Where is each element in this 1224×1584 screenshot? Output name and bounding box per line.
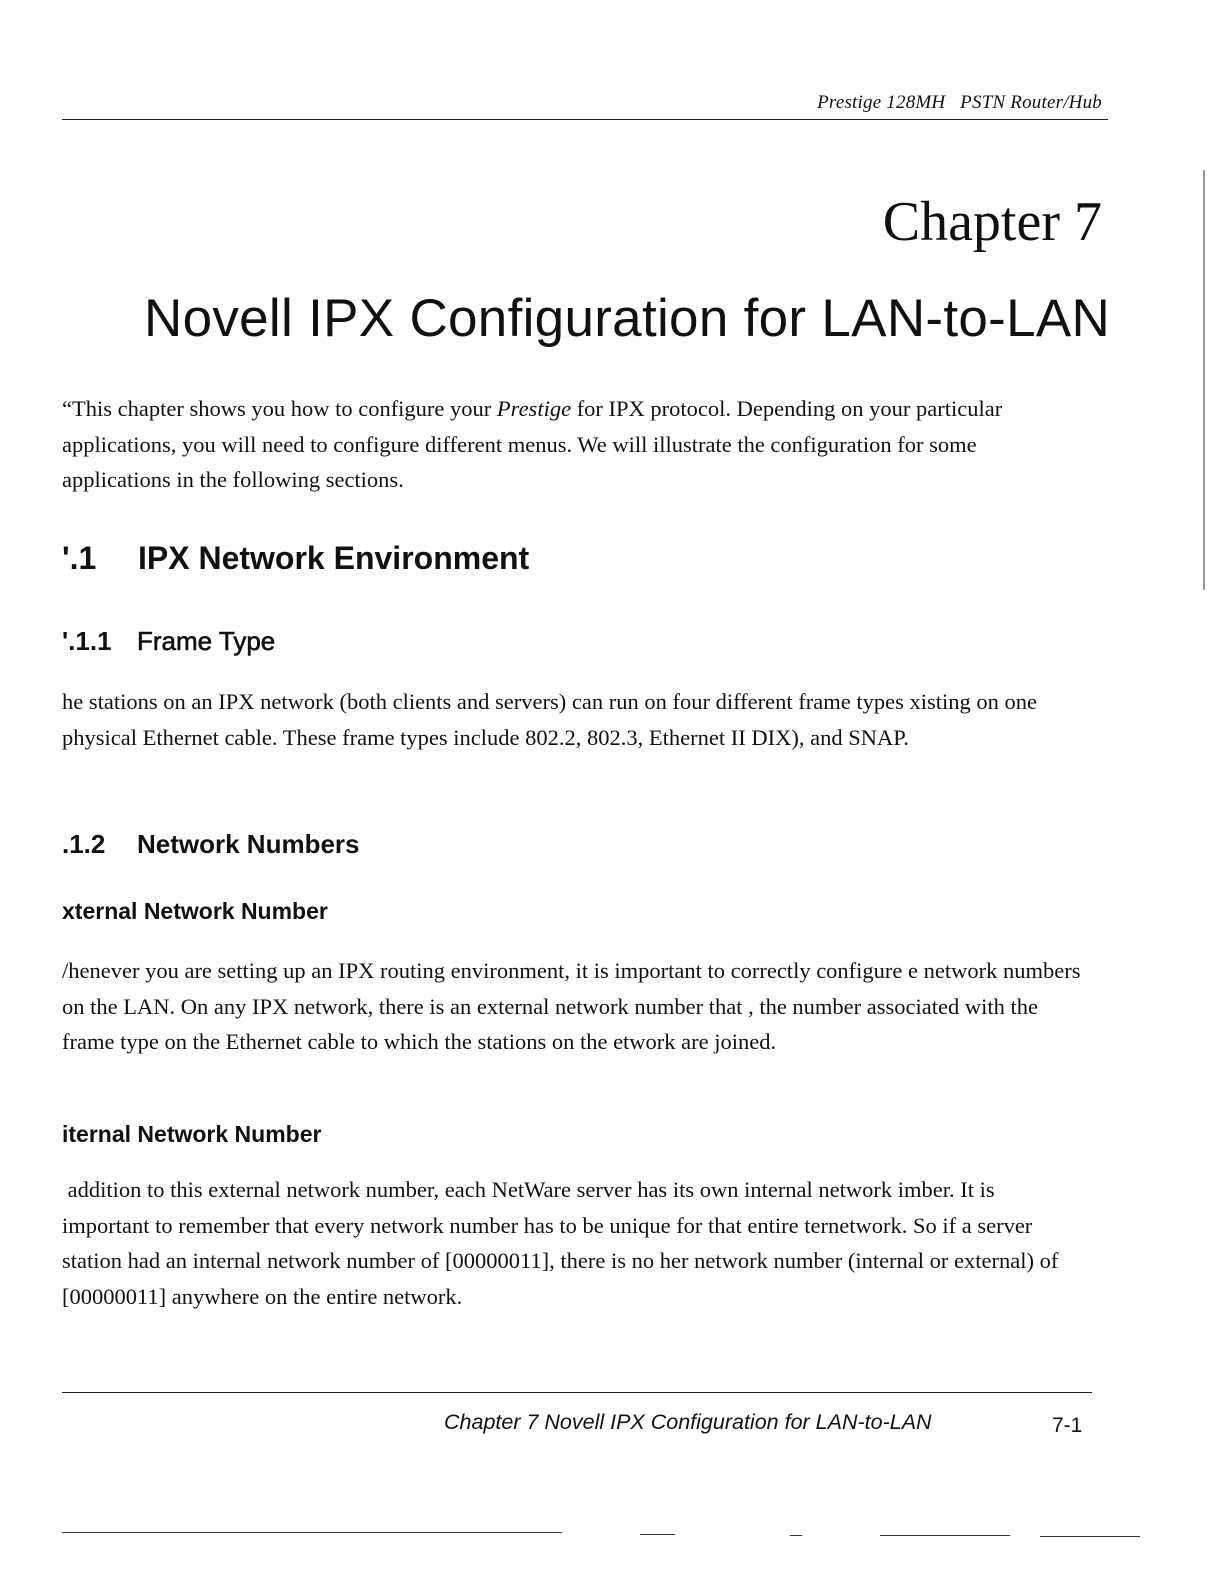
scan-edge-mark [1203, 170, 1205, 590]
subsection-number: '.1.1 [62, 626, 112, 656]
section-title: IPX Network Environment [138, 540, 530, 576]
external-network-number-heading: xternal Network Number [62, 898, 328, 924]
internal-network-paragraph: addition to this external network number, each NetWare server has its own internal network imber. It is important to remember that every network number has to be unique for that entire ternetwork. So if a server station had an internal network number of [00000011], there is no her network number (internal or external) of [00000011] anywhere on the entire network. [62, 1177, 1064, 1309]
subsection-heading-network-numbers [62, 829, 360, 860]
running-header: Prestige 128MH PSTN Router/Hub [817, 92, 1102, 113]
frame-type-paragraph: he stations on an IPX network (both clients and servers) can run on four different frame types xisting on one physical Ethernet cable. These frame types include 802.2, 802.3, Ethernet II DIX), and SNAP. [62, 689, 1037, 750]
chapter-title: Novell IPX Configuration for LAN-to-LAN [144, 289, 1111, 348]
chapter-label: Chapter 7 [882, 191, 1102, 253]
scan-bottom-line [1040, 1536, 1140, 1537]
intro-text-end: for IPX protocol. Depending on your particular applications, you will need to configure different menus. We will illustrate the configuration for some applications in the following sections. [62, 396, 1003, 492]
scan-bottom-line [640, 1534, 675, 1535]
section-number: '.1 [62, 540, 97, 576]
external-network-paragraph: /henever you are setting up an IPX routing environment, it is important to correctly configure e network numbers on the LAN. On any IPX network, there is an external network number that , the number associated with the frame type on the Ethernet cable to which the stations on the etwork are joined. [62, 958, 1081, 1054]
scan-bottom-line [790, 1535, 802, 1536]
intro-text-start: “This chapter shows you how to configure your [62, 396, 497, 421]
subsection-number: .1.2 [62, 829, 106, 859]
header-rule [62, 119, 1108, 120]
intro-product-name: Prestige [496, 396, 572, 421]
subsection-heading-frame-type [62, 626, 275, 657]
internal-network-number-heading: iternal Network Number [62, 1121, 322, 1147]
footer-chapter-title: Chapter 7 Novell IPX Configuration for LAN-to-LAN [444, 1410, 932, 1434]
subsection-title: Network Numbers [137, 829, 360, 859]
section-heading-7-1 [62, 540, 529, 577]
intro-paragraph [62, 391, 1072, 498]
footer-rule [62, 1392, 1092, 1393]
page-number: 7-1 [1052, 1414, 1083, 1437]
scan-bottom-line [880, 1535, 1010, 1536]
subsection-title: Frame Type [137, 626, 276, 656]
scan-bottom-line [62, 1532, 562, 1533]
